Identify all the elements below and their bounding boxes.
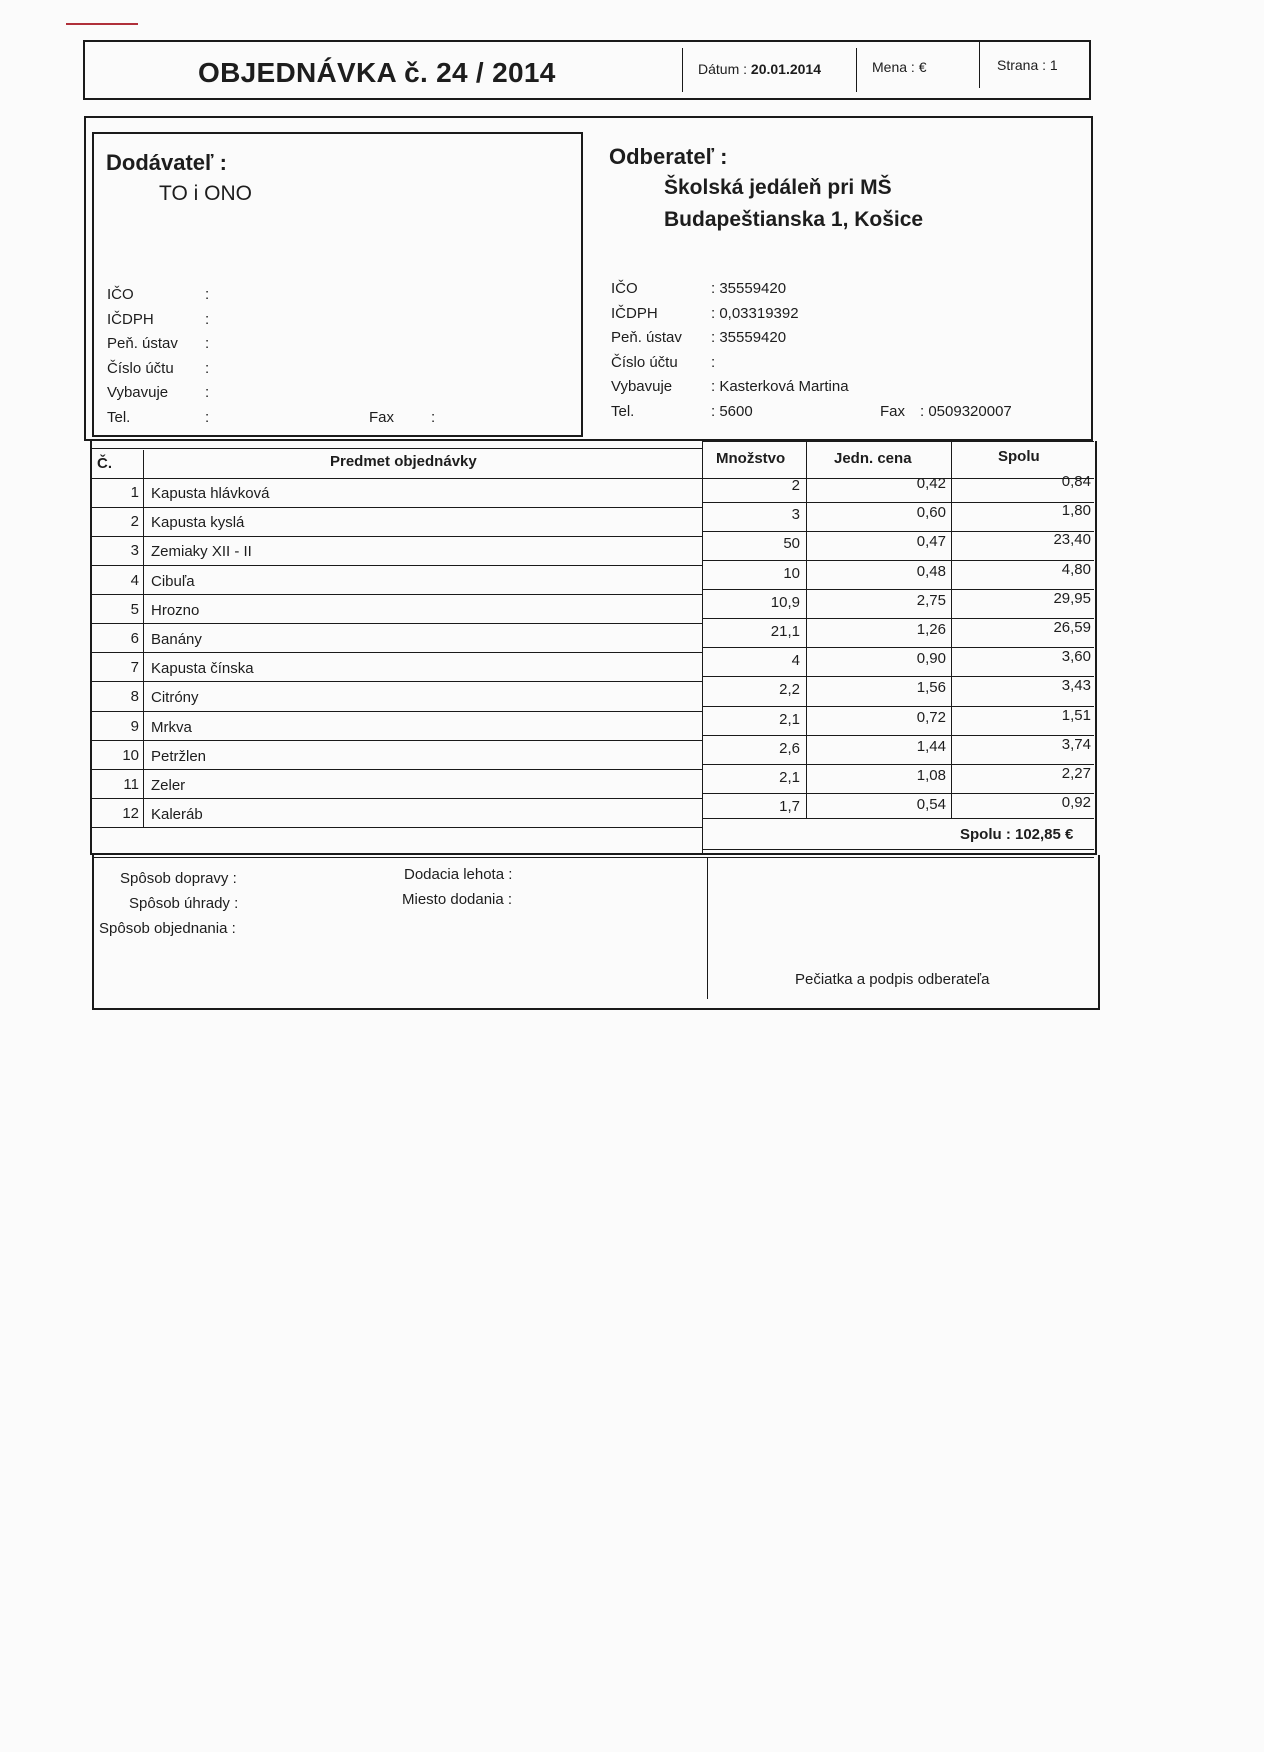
supplier-field-contact: Vybavuje : (107, 384, 210, 401)
decorative-mark (66, 23, 138, 25)
customer-field-contact: Vybavuje : Kasterková Martina (611, 378, 849, 395)
row-line (92, 536, 702, 537)
row-quantity: 4 (791, 652, 800, 670)
row-quantity: 21,1 (770, 623, 800, 640)
row-quantity: 2,2 (779, 681, 800, 699)
customer-field-tel: Tel. : 5600 (611, 402, 753, 420)
transport-label: Spôsob dopravy : (120, 870, 237, 887)
supplier-field-bank: Peň. ústav : (107, 335, 210, 352)
row-line (92, 711, 702, 712)
customer-name: Školská jedáleň pri MŠ (664, 176, 892, 199)
row-line (92, 740, 702, 741)
supplier-field-ico: IČO : (107, 286, 210, 303)
page-number: Strana : 1 (997, 57, 1058, 73)
row-number: 4 (130, 571, 139, 589)
row-line (702, 818, 1094, 819)
row-item: Cibuľa (151, 572, 195, 590)
row-item: Citróny (151, 689, 199, 707)
supplier-field-tel: Tel. : (107, 408, 210, 426)
row-item: Kapusta čínska (151, 660, 254, 678)
row-unit-price: 0,72 (916, 708, 946, 726)
row-total: 1,80 (1061, 502, 1091, 520)
row-number: 2 (130, 513, 139, 531)
customer-fax: Fax : 0509320007 (880, 403, 1012, 420)
row-unit-price: 0,54 (916, 796, 946, 814)
row-total: 2,27 (1061, 765, 1091, 782)
ordering-label: Spôsob objednania : (99, 920, 236, 937)
row-item: Hrozno (151, 601, 200, 619)
row-number: 3 (130, 542, 139, 560)
header-divider (682, 48, 683, 92)
row-unit-price: 1,08 (916, 767, 946, 784)
row-line (92, 827, 702, 828)
row-number: 6 (130, 630, 139, 647)
row-number: 10 (122, 746, 139, 764)
row-line (92, 798, 702, 799)
row-number: 12 (122, 805, 139, 823)
column-header-no: Č. (97, 455, 112, 472)
row-item: Kaleráb (151, 806, 203, 824)
row-quantity: 2 (791, 477, 800, 494)
row-total: 23,40 (1053, 531, 1091, 549)
row-number: 7 (130, 659, 139, 677)
row-line (92, 623, 702, 624)
row-item: Kapusta hlávková (151, 485, 270, 502)
customer-field-icdph: IČDPH : 0,03319392 (611, 304, 799, 322)
row-number: 5 (130, 600, 139, 618)
column-header-item: Predmet objednávky (330, 453, 477, 470)
page-title: OBJEDNÁVKA č. 24 / 2014 (198, 57, 556, 88)
row-total: 26,59 (1053, 619, 1091, 636)
row-number: 11 (123, 776, 139, 793)
row-total: 29,95 (1053, 589, 1091, 607)
row-item: Banány (151, 631, 202, 648)
row-total: 0,84 (1061, 473, 1091, 490)
supplier-name: TO i ONO (159, 182, 252, 205)
column-header-unit-price: Jedn. cena (834, 450, 912, 467)
row-line (92, 681, 702, 682)
row-unit-price: 1,26 (916, 621, 946, 638)
row-quantity: 10 (783, 564, 800, 582)
supplier-fax: Fax : (369, 409, 436, 426)
row-unit-price: 0,60 (916, 504, 946, 522)
row-item: Zemiaky XII - II (151, 543, 252, 561)
date-label: Dátum : (698, 61, 748, 77)
row-total: 3,60 (1061, 648, 1091, 666)
footer-divider (707, 857, 708, 999)
row-total: 1,51 (1061, 706, 1091, 724)
row-item: Petržlen (151, 747, 207, 765)
header-divider (856, 48, 857, 92)
row-quantity: 10,9 (770, 593, 800, 611)
row-line (92, 507, 702, 508)
customer-address: Budapeštianska 1, Košice (664, 208, 924, 231)
row-line (92, 769, 702, 770)
column-divider (951, 441, 952, 818)
customer-heading: Odberateľ : (609, 144, 728, 169)
header-divider (979, 42, 980, 88)
row-item: Zeler (151, 777, 186, 794)
row-line (92, 652, 702, 653)
column-divider (806, 441, 807, 818)
row-total: 4,80 (1061, 560, 1091, 578)
delivery-place-label: Miesto dodania : (402, 891, 513, 908)
row-number: 9 (130, 717, 139, 735)
row-unit-price: 2,75 (916, 591, 946, 609)
table-header-line (92, 448, 702, 449)
supplier-field-icdph: IČDPH : (107, 310, 210, 328)
order-total: Spolu : 102,85 € (960, 826, 1074, 843)
row-quantity: 1,7 (779, 798, 800, 816)
row-unit-price: 0,90 (916, 650, 946, 668)
date-field (698, 61, 821, 77)
row-item: Mrkva (151, 718, 192, 736)
stamp-signature-label: Pečiatka a podpis odberateľa (795, 971, 990, 988)
row-number: 8 (130, 688, 139, 706)
supplier-details (107, 286, 209, 433)
customer-details (611, 280, 849, 427)
row-quantity: 2,1 (779, 769, 800, 786)
supplier-field-account: Číslo účtu : (107, 359, 210, 377)
row-total: 0,92 (1061, 794, 1091, 812)
row-unit-price: 0,48 (916, 562, 946, 580)
customer-field-ico: IČO : 35559420 (611, 280, 787, 297)
customer-field-account: Číslo účtu : (611, 353, 716, 371)
supplier-heading: Dodávateľ : (106, 150, 227, 175)
customer-field-bank: Peň. ústav : 35559420 (611, 329, 787, 346)
delivery-term-label: Dodacia lehota : (404, 866, 513, 883)
table-header-line (702, 441, 1094, 442)
row-quantity: 50 (783, 535, 800, 553)
row-unit-price: 0,47 (916, 533, 946, 551)
sum-line (702, 849, 1094, 850)
row-quantity: 2,1 (779, 710, 800, 728)
row-unit-price: 1,56 (916, 679, 946, 697)
row-unit-price: 0,42 (916, 475, 946, 492)
column-header-total: Spolu (998, 448, 1040, 465)
row-total: 3,74 (1061, 735, 1091, 753)
row-number: 1 (130, 484, 139, 501)
row-quantity: 3 (791, 506, 800, 524)
column-header-qty: Množstvo (716, 450, 786, 467)
payment-label: Spôsob úhrady : (129, 895, 239, 912)
currency-field: Mena : € (872, 59, 927, 75)
row-line (92, 565, 702, 566)
row-quantity: 2,6 (779, 739, 800, 757)
date-value: 20.01.2014 (750, 61, 821, 77)
row-total: 3,43 (1061, 677, 1091, 695)
row-line (92, 594, 702, 595)
row-item: Kapusta kyslá (151, 514, 245, 532)
row-unit-price: 1,44 (916, 737, 946, 755)
